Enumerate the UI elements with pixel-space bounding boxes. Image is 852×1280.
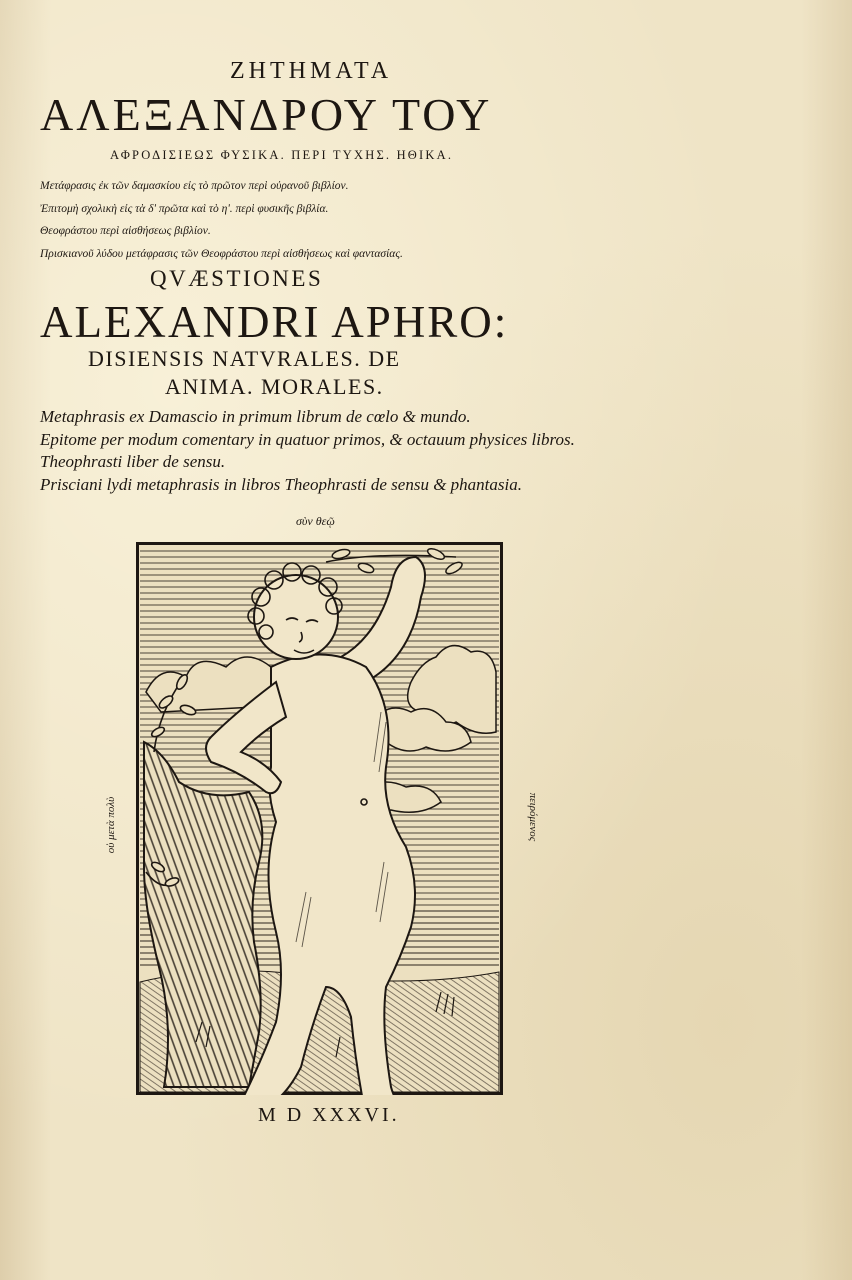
- latin-contents-line: Theophrasti liber de sensu.: [40, 452, 226, 471]
- greek-contents-line: Θεοφράστου περὶ αἰσθήσεως βιβλίον.: [40, 225, 211, 237]
- latin-contents-line: Epitome per modum comentary in quatuor primos, & octauum physices libros.: [40, 429, 575, 449]
- latin-subtitle-line-2: ANIMA. MORALES.: [165, 374, 384, 399]
- publication-date: M D XXXVI.: [258, 1104, 400, 1126]
- latin-contents-line: Metaphrasis ex Damascio in primum librum de cœlo & mundo.: [40, 407, 471, 426]
- greek-contents: [40, 175, 640, 265]
- latin-contents-line: Prisciani lydi metaphrasis in libros Theophrasti de sensu & phantasia.: [40, 474, 522, 494]
- woodcut-side-text-right: πειρόμενος: [527, 792, 539, 842]
- woodcut-side-text-left: οὐ μετὰ πολὺ: [105, 796, 117, 854]
- greek-contents-line: Μετάφρασις ἐκ τῶν δαμασκίου εἰς τὸ πρῶτον περὶ οὐρανοῦ βιβλίον.: [40, 180, 349, 192]
- greek-subtitle: ΑΦΡΟΔΙΣΙΕΩΣ ΦΥΣΙΚΑ. ΠΕΡΙ ΤΥΧΗΣ. ΗΘΙΚΑ.: [110, 148, 454, 162]
- latin-title: QVÆSTIONES: [150, 266, 324, 291]
- woodcut-caption-top: σὺν θεῷ: [296, 514, 335, 528]
- greek-author-name: ΑΛΕΞΑΝΔΡΟΥ ΤΟΥ: [40, 89, 493, 140]
- latin-contents: [40, 406, 640, 496]
- woodcut-putto-illustration: [136, 542, 503, 1095]
- greek-contents-line: Πρισκιανοῦ λύδου μετάφρασις τῶν Θεοφράστου περὶ αἰσθήσεως καὶ φαντασίας.: [40, 247, 403, 260]
- latin-author-name: ALEXANDRI APHRO:: [40, 297, 509, 347]
- greek-contents-line: Ἐπιτομὴ σχολικὴ εἰς τὰ δʹ πρῶτα καὶ τὸ ηʹ. περὶ φυσικῆς βιβλία.: [40, 202, 329, 215]
- latin-subtitle-line-1: DISIENSIS NATVRALES. DE: [88, 346, 401, 371]
- greek-title: ΖΗΤΗΜΑΤΑ: [230, 58, 393, 84]
